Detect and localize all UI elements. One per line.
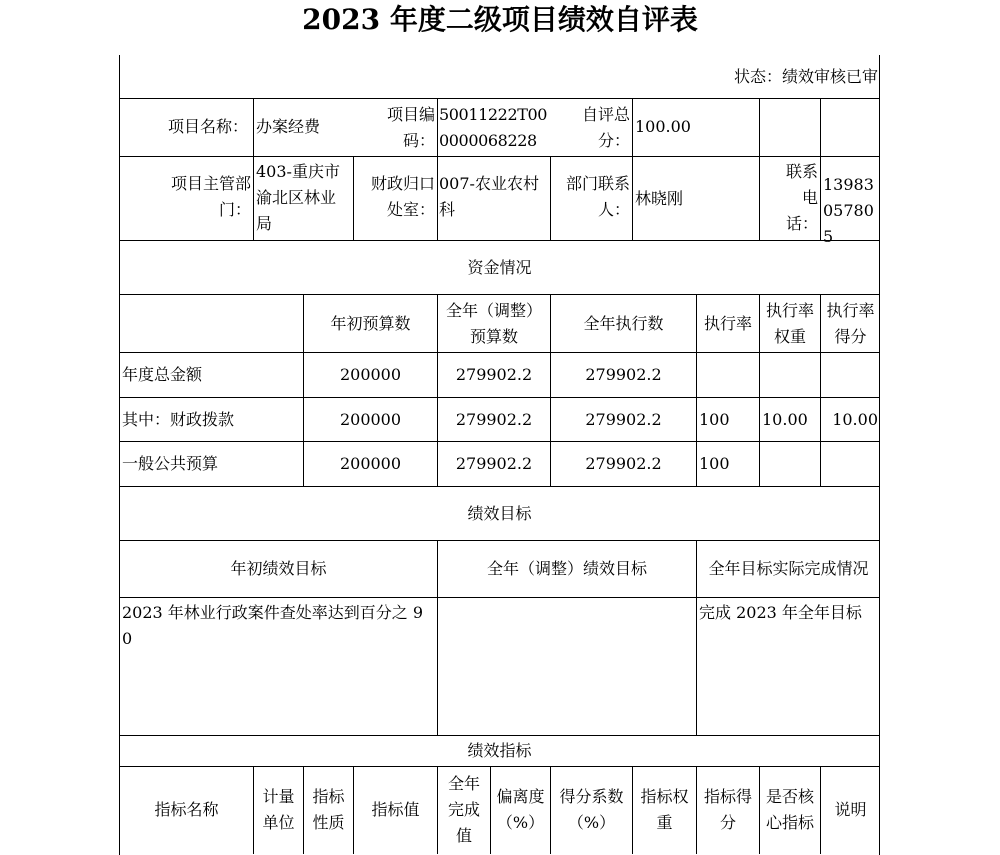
funds-header-weight: 执行率权重 [765,300,814,346]
funds-header-score: 执行率得分 [826,300,875,346]
funds-row-label: 其中：财政拨款 [122,409,235,429]
status-text: 状态：绩效审核已审 [733,67,878,86]
funds-row-score [821,353,880,397]
goals-header-actual: 全年目标实际完成情况 [708,559,869,578]
indicator-header-actual: 全年完成值 [448,774,481,845]
funds-row-weight [760,442,820,486]
indicator-header-name: 指标名称 [154,800,219,819]
funds-row-label: 年度总金额 [122,365,203,384]
dept-label: 项目主管部门： [170,174,251,219]
dept-contact-label: 部门联系人： [565,174,630,219]
indicator-header-coefficient: 得分系数（%） [559,787,624,832]
funds-row-initial: 200000 [339,454,402,473]
funds-row-weight [760,353,820,397]
page-title: 2023 年度二级项目绩效自评表 [302,3,698,36]
finance-office-label: 财政归口处室： [370,174,435,219]
funds-row-adjusted: 279902.2 [455,409,533,429]
funds-row-label: 一般公共预算 [122,454,219,473]
funds-header-rate: 执行率 [703,313,752,333]
funds-row-score [821,442,880,486]
goals-initial-text: 2023 年林业行政案件查处率达到百分之 90 [122,603,424,648]
funds-row-executed: 279902.2 [585,409,662,429]
goals-header-initial: 年初绩效目标 [230,559,327,578]
phone-value: 13983057805 [823,175,874,246]
rule [119,597,880,598]
funds-row-initial: 200000 [339,365,402,384]
goals-header-adjusted: 全年（调整）绩效目标 [486,559,647,578]
rule [119,98,880,99]
funds-row-rate [697,353,759,397]
dept-contact-value: 林晓刚 [635,189,684,208]
funds-header-executed: 全年执行数 [583,313,664,333]
funds-row-executed: 279902.2 [585,454,662,473]
indicator-header-score: 指标得分 [703,787,752,832]
project-name-label: 项目名称： [167,117,248,136]
funds-row-adjusted: 279902.2 [455,365,533,384]
goals-actual-text: 完成 2023 年全年目标 [699,603,862,622]
funds-row-rate: 100 [699,409,730,429]
funds-row-initial: 200000 [339,409,402,429]
indicator-header-nature: 指标性质 [312,787,345,832]
funds-section-title: 资金情况 [467,257,532,277]
funds-header-adjusted: 全年（调整）预算数 [445,300,542,346]
indicators-section-title: 绩效指标 [467,741,532,760]
funds-row-score: 10.00 [832,409,878,429]
indicator-header-value: 指标值 [371,800,420,819]
indicator-header-weight: 指标权重 [640,787,689,832]
goals-section-title: 绩效目标 [467,503,532,523]
indicator-header-deviation: 偏离度（%） [496,787,545,832]
dept-value: 403-重庆市渝北区林业局 [256,162,340,233]
funds-row-weight: 10.00 [762,409,808,429]
project-code-label: 项目编码： [386,105,435,150]
funds-row-rate: 100 [699,454,730,473]
indicator-header-core: 是否核心指标 [765,787,814,832]
indicator-header-unit: 计量单位 [262,787,295,832]
total-score-value: 100.00 [635,117,691,136]
goals-adjusted-text [438,600,696,734]
funds-header-initial: 年初预算数 [330,313,411,333]
funds-row-executed: 279902.2 [585,365,662,384]
funds-row-adjusted: 279902.2 [455,454,533,473]
project-name-value: 办案经费 [256,117,321,136]
indicator-header-note: 说明 [834,800,867,819]
project-code-value: 50011222T000000068228 [439,105,548,150]
rule [119,156,880,157]
total-score-label: 自评总分： [581,105,630,150]
phone-label: 联系电话： [785,162,818,233]
finance-office-value: 007-农业农村科 [439,174,539,219]
